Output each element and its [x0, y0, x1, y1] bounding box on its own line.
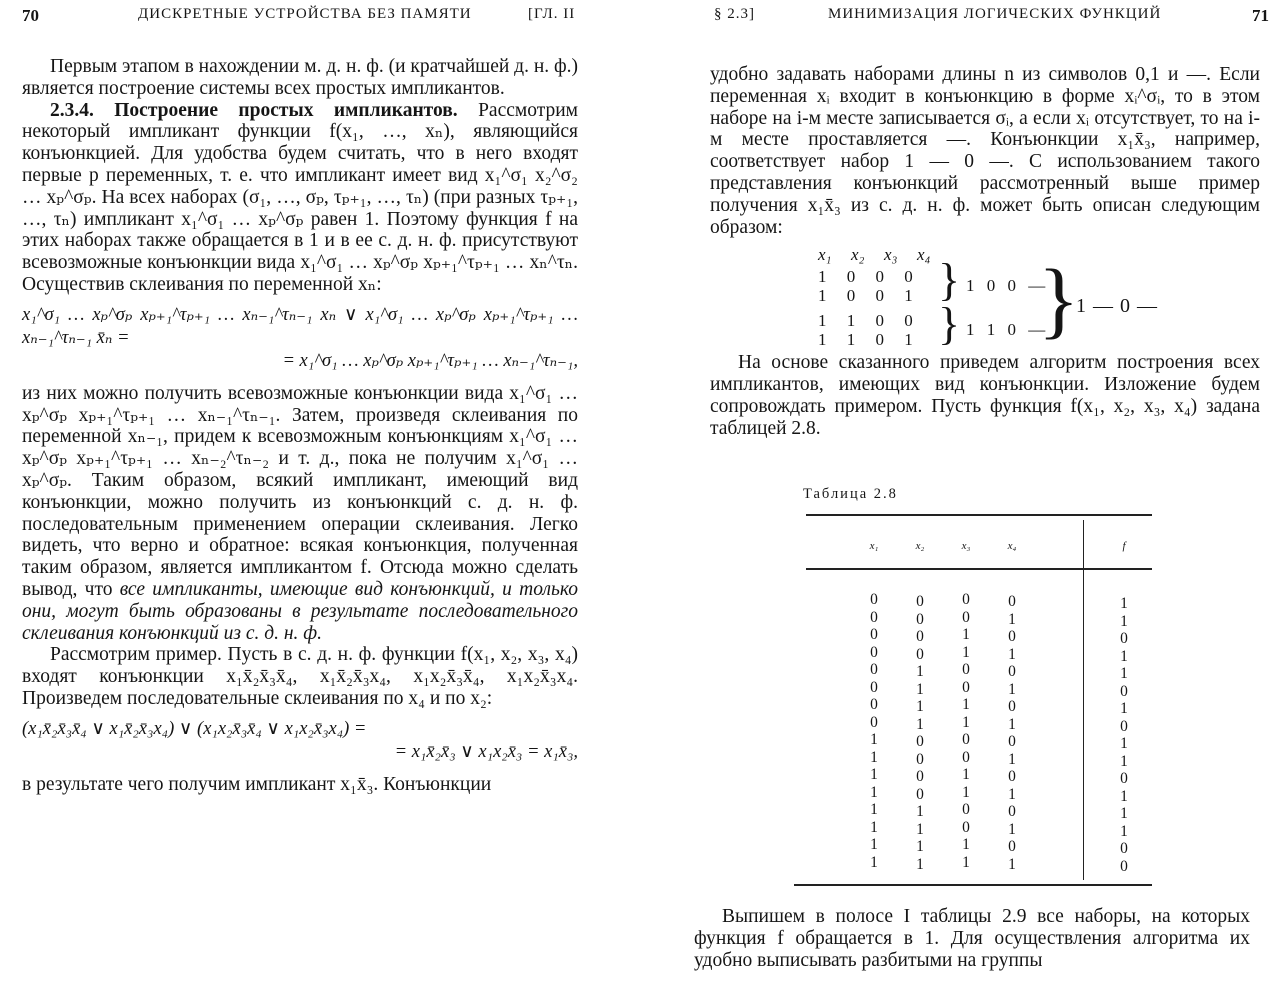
example-formula: [22, 718, 578, 764]
table-column-x3: 0 0 1 1 0 0 1 1 0 0 1 1 0 0 1 1: [962, 591, 970, 871]
glue-result: 1 — 0 —: [1076, 295, 1157, 318]
table-bottom-rule: [794, 884, 1152, 886]
running-title: ДИСКРЕТНЫЕ УСТРОЙСТВА БЕЗ ПАМЯТИ: [138, 6, 472, 22]
paragraph: [22, 383, 578, 645]
glue-row: 1 1 0 0: [818, 311, 913, 331]
table-header-x1: x₁: [869, 540, 879, 552]
table-top-rule: [806, 514, 1152, 516]
running-title: МИНИМИЗАЦИЯ ЛОГИЧЕСКИХ ФУНКЦИЙ: [828, 6, 1162, 22]
gluing-scheme: [710, 244, 1260, 350]
brace-symbol: }: [1038, 251, 1080, 348]
paragraph-text: Рассмотрим некоторый импликант функции f(x₁, …, xₙ), являющийся конъюнкцией. Для удобства будем считать, что в него входят первые p переменных, т. е. что импликант имеет вид x₁^σ₁ x₂^σ₂ … xₚ^σₚ. На всех наборах (σ₁, …, σₚ, τₚ₊₁, …, τₙ) (при разных τₚ₊₁, …, τₙ) импликант x₁^σ₁ … xₚ^σₚ равен 1. Поэтому функция f на этих наборах также обращается в 1 и в ее с. д. н. ф. присутствуют всевозможные конъюнкции вида x₁^σ₁ … xₚ^σₚ xₚ₊₁^τₚ₊₁ … xₙ^τₙ. Осуществив склеивания по переменной xₙ:: [22, 99, 579, 295]
glue-row: 1 1 0 1: [818, 330, 913, 350]
glue-row: 1 0 0 0: [818, 267, 913, 287]
section-reference: § 2.3]: [714, 6, 755, 22]
brace-symbol: }: [938, 254, 961, 306]
paragraph: Первым этапом в нахождении м. д. н. ф. (и кратчайшей д. н. ф.) является построение системы всех простых импликантов.: [22, 56, 579, 99]
right-page: [640, 0, 1280, 1000]
brace-symbol: }: [938, 298, 961, 350]
glue-row: 1 0 0 1: [818, 286, 913, 306]
italic-conclusion: все импликанты, имеющие вид конъюнкций, и только они, могут быть образованы в результате последовательного склеивания конъюнкций из с. д. н. ф.: [22, 578, 578, 644]
table-divider: [1083, 520, 1084, 880]
table-column-x1: 0 0 0 0 0 0 0 0 1 1 1 1 1 1 1 1: [870, 591, 878, 871]
table-caption: Таблица 2.8: [803, 486, 898, 502]
paragraph: удобно задавать наборами длины n из символов 0,1 и —. Если переменная xᵢ входит в конъюнкцию в форме xᵢ^σᵢ, то в этом наборе на i-м месте записывается σᵢ, а если xᵢ отсутствует, то на i-м месте проставляется —. Конъюнкции x₁x̄₃, например, соответствует набор 1 — 0 —. С использованием такого представления конъюнкций рассмотренный выше пример получения x₁x̄₃ из с. д. н. ф. может быть описан следующим образом:: [710, 64, 1260, 238]
formula-line: = x₁^σ₁ … xₚ^σₚ xₚ₊₁^τₚ₊₁ … xₙ₋₁^τₙ₋₁,: [282, 350, 578, 371]
paragraph: в результате чего получим импликант x₁x̄₃. Конъюнкции: [22, 773, 492, 795]
table-header-rule: [806, 568, 1152, 570]
glue-header: x₁: [818, 245, 832, 265]
table-column-x4: 0 1 0 1 0 1 0 1 0 1 0 1 0 1 0 1: [1008, 593, 1016, 873]
table-header-x2: x₂: [915, 540, 925, 552]
glue-header: x₂: [851, 245, 865, 265]
page-number: 70: [22, 6, 39, 25]
table-column-x2: 0 0 0 0 1 1 1 1 0 0 0 0 1 1 1 1: [916, 593, 924, 873]
formula-line: = x₁x̄₂x̄₃ ∨ x₁x₂x̄₃ = x₁x̄₃,: [394, 741, 578, 762]
formula-line: (x₁x̄₂x̄₃x̄₄ ∨ x₁x̄₂x̄₃x₄) ∨ (x₁x₂x̄₃x̄₄ ∨ x₁x₂x̄₃x₄) =: [22, 718, 367, 739]
paragraph: [22, 100, 578, 296]
paragraph: На основе сказанного приведем алгоритм построения всех импликантов, имеющих вид конъюнкции. Изложение будем сопровождать примером. Пусть функция f(x₁, x₂, x₃, x₄) задана таблицей 2.8.: [710, 352, 1260, 439]
table-header-x4: x₄: [1007, 540, 1017, 552]
paragraph: Выпишем в полосе I таблицы 2.9 все наборы, на которых функция f обращается в 1. Для осуществления алгоритма их удобно выписывать разбитыми на группы: [694, 906, 1250, 971]
left-page-body: [22, 56, 578, 796]
chapter-reference: [ГЛ. II: [528, 6, 576, 22]
formula-line: x₁^σ₁ … xₚ^σₚ xₚ₊₁^τₚ₊₁ … xₙ₋₁^τₙ₋₁ xₙ ∨ x₁^σ₁ … xₚ^σₚ xₚ₊₁^τₚ₊₁ … xₙ₋₁^τₙ₋₁ x̄ₙ =: [22, 304, 578, 348]
section-heading: 2.3.4. Построение простых импликантов.: [50, 99, 458, 121]
page-number: 71: [1252, 6, 1269, 25]
paragraph-text: из них можно получить всевозможные конъюнкции вида x₁^σ₁ … xₚ^σₚ xₚ₊₁^τₚ₊₁ … xₙ₋₁^τₙ₋₁. Затем, произведя склеивания по переменной xₙ₋₁, придем к всевозможным конъюнкциям x₁^σ₁ … xₚ^σₚ xₚ₊₁^τₚ₊₁ … xₙ₋₂^τₙ₋₂ и т. д., пока не получим x₁^σ₁ … xₚ^σₚ. Таким образом, всякий импликант, имеющий вид конъюнкции, можно получить из конъюнкций с. д. н. ф. последовательным применением операции склеивания. Легко видеть, что верно и обратное: всякая конъюнкция, полученная таким образом, является импликантом f. Отсюда можно сделать вывод, что: [22, 382, 578, 600]
glue-header: x₄: [917, 245, 931, 265]
paragraph: Рассмотрим пример. Пусть в с. д. н. ф. функции f(x₁, x₂, x₃, x₄) входят конъюнкции x₁x̄₂x̄₃x̄₄, x₁x̄₂x̄₃x₄, x₁x₂x̄₃x̄₄, x₁x₂x̄₃x₄. Произведем последовательные склеивания по x₄ и по x₂:: [22, 644, 578, 709]
right-page-body-top: [710, 64, 1260, 440]
table-header-x3: x₃: [961, 540, 971, 552]
glue-step: 1 1 0 —: [966, 320, 1046, 340]
table-column-f: 1 1 0 1 1 0 1 0 1 1 0 1 1 1 0 0: [1120, 595, 1128, 875]
gluing-formula: [22, 304, 578, 373]
glue-header: x₃: [884, 245, 898, 265]
glue-step: 1 0 0 —: [966, 276, 1046, 296]
table-header-f: f: [1122, 540, 1126, 552]
